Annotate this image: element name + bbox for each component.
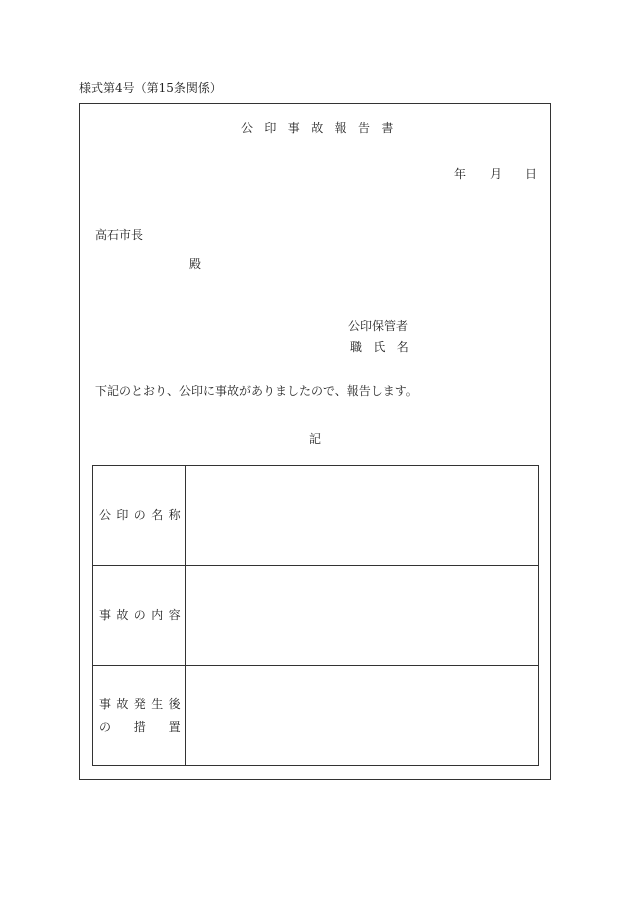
measures-field[interactable] <box>186 666 539 766</box>
body-text: 下記のとおり、公印に事故がありましたので、報告します。 <box>95 384 418 398</box>
row-label-accident-content <box>93 566 186 666</box>
ki-label: 記 <box>309 432 322 446</box>
table-row <box>93 466 539 566</box>
seal-name-field[interactable] <box>186 466 539 566</box>
table-row <box>93 666 539 766</box>
date-year-label: 年 <box>454 167 467 181</box>
table-row <box>93 566 539 666</box>
honorific: 殿 <box>189 257 202 271</box>
document-title: 公印事故報告書 <box>241 121 405 135</box>
row-label-line: 事故の内容 <box>99 608 187 623</box>
custodian-label: 公印保管者 <box>348 319 409 333</box>
row-label-seal-name <box>93 466 186 566</box>
custodian-name-label: 職氏名 <box>350 340 421 354</box>
accident-content-field[interactable] <box>186 566 539 666</box>
row-label-line: 公印の名称 <box>99 508 187 523</box>
addressee: 高石市長 <box>95 228 144 242</box>
row-label-line: の 措 置 <box>99 719 187 734</box>
row-label-line: 事故発生後 <box>99 696 187 711</box>
date-month-label: 月 <box>490 167 503 181</box>
date-day-label: 日 <box>525 167 538 181</box>
form-number: 様式第4号（第15条関係） <box>79 81 222 95</box>
row-label-measures <box>93 666 186 766</box>
detail-table <box>92 465 539 766</box>
